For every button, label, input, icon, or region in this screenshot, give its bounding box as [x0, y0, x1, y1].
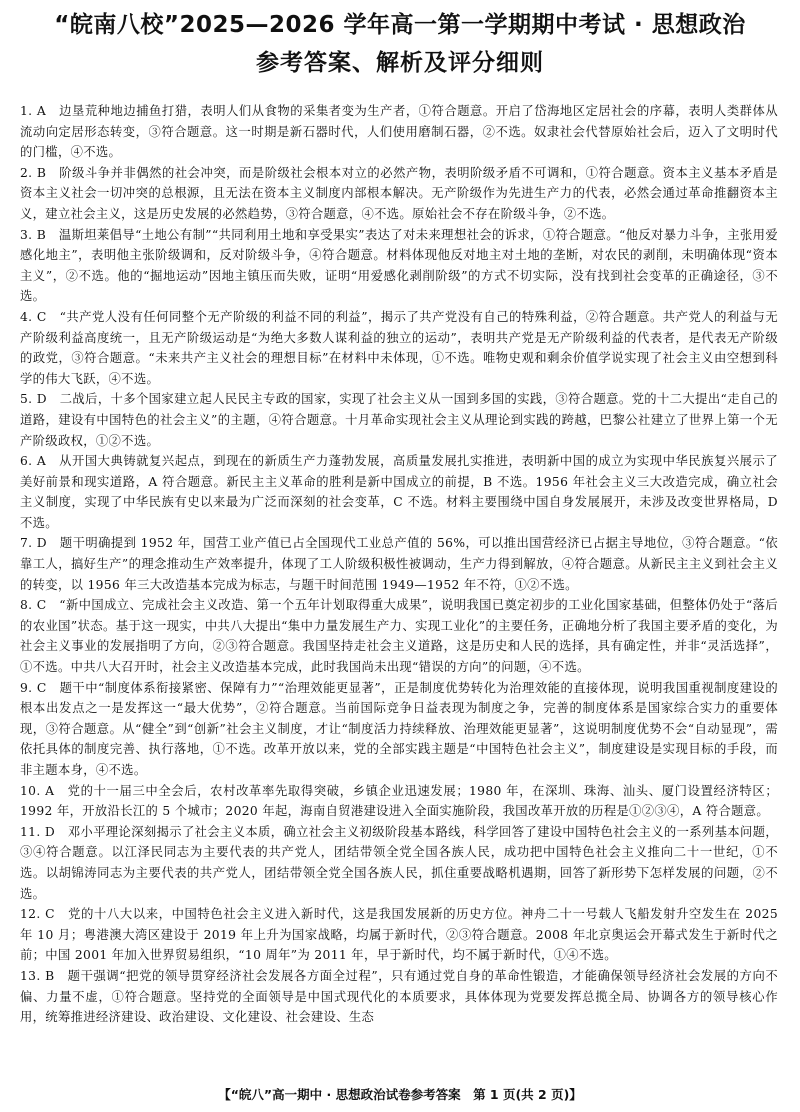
answer-item-11: 11. D 邓小平理论深刻揭示了社会主义本质，确立社会主义初级阶段基本路线，科学回答了建设中国特色社会主义的一系列基本问题，③④符合题意。以江泽民同志为主要代表的共产党人，团结带领全党全国各族人民，成功把中国特色社会主义推向二十一世纪，①不选。以胡锦涛同志为主要代表的共产党人，团结带领全党全国各族人民，抓住重要战略机遇期，回答了新形势下怎样发展的问题，②不选。 [20, 824, 778, 901]
answer-item-7: 7. D 题干明确提到 1952 年，国营工业产值已占全国现代工业总产值的 56%，可以推出国营经济已占据主导地位，③符合题意。“依靠工人，搞好生产”的理念推动生产效率提升，体现了工人阶级积极性被调动，生产力得到解放，④符合题意。从新民主主义到社会主义的转变，以 1956 年三大改造基本完成为标志，与题干时间范围 1949—1952 年不符，①②不选。 [20, 536, 778, 592]
answer-item-9: 9. C 题干中“制度体系衔接紧密、保障有力”“治理效能更显著”，正是制度优势转化为治理效能的直接体现，说明我国重视制度建设的根本出发点之一是发挥这一“最大优势”，②符合题意。当前国际竞争日益表现为制度之争，完善的制度体系是国家综合实力的重要体现，③符合题意。从“健全”到“创新”社会主义制度，才让“制度活力持续释放、治理效能更显著”，这说明制度优势不会“自动显现”，需依托具体的制度完善、执行落地，①不选。改革开放以来，党的全部实践主题是“中国特色社会主义”，制度建设是实现目标的手段，而非主题本身，④不选。 [20, 680, 778, 777]
answer-item-4: 4. C “共产党人没有任何同整个无产阶级的利益不同的利益”，揭示了共产党没有自己的特殊利益，②符合题意。共产党人的利益与无产阶级利益高度统一，且无产阶级运动是“为绝大多数人谋利益的独立的运动”，表明共产党是无产阶级利益的代表者，是代表无产阶级的政党，③符合题意。“未来共产主义社会的理想目标”在材料中未体现，①不选。唯物史观和剩余价值学说实现了社会主义由空想到科学的伟大飞跃，④不选。 [20, 309, 778, 386]
answer-item-10: 10. A 党的十一届三中全会后，农村改革率先取得突破，乡镇企业迅速发展；1980 年，在深圳、珠海、汕头、厦门设置经济特区；1992 年，开放沿长江的 5 个城市；2020 年起，海南自贸港建设进入全面实施阶段，我国改革开放的历程是①②③④，A 符合题意。 [20, 783, 778, 819]
page-subtitle: 参考答案、解析及评分细则 [256, 50, 544, 76]
answer-item-1: 1. A 边垦荒种地边捕鱼打猎，表明人们从食物的采集者变为生产者，①符合题意。开启了岱海地区定居社会的序幕，表明人类群体从流动向定居形态转变，③符合题意。这一时期是新石器时代，人们使用磨制石器，②不选。奴隶社会代替原始社会后，迈入了文明时代的门槛，④不选。 [20, 104, 778, 160]
page-footer: 【“皖八”高一期中 · 思想政治试卷参考答案 第 1 页(共 2 页)】 [218, 1087, 582, 1102]
answer-list [20, 101, 778, 1028]
answer-item-2: 2. B 阶级斗争并非偶然的社会冲突，而是阶级社会根本对立的必然产物，表明阶级矛盾不可调和，①符合题意。资本主义基本矛盾是资本主义社会一切冲突的总根源，且无法在资本主义制度内部根本解决。无产阶级作为先进生产力的代表，必然会通过革命推翻资本主义，建立社会主义，这是历史发展的必然趋势，③符合题意，④不选。原始社会不存在阶级斗争，②不选。 [20, 165, 778, 221]
answer-item-8: 8. C “新中国成立、完成社会主义改造、第一个五年计划取得重大成果”，说明我国已奠定初步的工业化国家基础，但整体仍处于“落后的农业国”状态。基于这一现实，中共八大提出“集中力量发展生产力、实现工业化”的主要任务，正确地分析了我国主要矛盾的变化，为社会主义事业的发展指明了方向，②③符合题意。我国坚持走社会主义道路，这是历史和人民的选择，具有确定性，并非“灵活选择”，①不选。中共八大召开时，社会主义改造基本完成，此时我国尚未出现“错误的方向”的问题，④不选。 [20, 598, 778, 675]
answer-item-3: 3. B 温斯坦莱倡导“土地公有制”“共同利用土地和享受果实”表达了对未来理想社会的诉求，①符合题意。“他反对暴力斗争，主张用爱感化地主”，表明他主张阶级调和，反对阶级斗争，④符合题意。材料体现他反对地主对土地的垄断，对农民的剥削，未明确体现“资本主义”，②不选。他的“掘地运动”因地主镇压而失败，证明“用爱感化剥削阶级”的方式不切实际，没有找到社会变革的正确途径，③不选。 [20, 227, 778, 304]
answer-item-5: 5. D 二战后，十多个国家建立起人民民主专政的国家，实现了社会主义从一国到多国的实践，③符合题意。党的十二大提出“走自己的道路，建设有中国特色的社会主义”的主题，④符合题意。十月革命实现社会主义从理论到实践的跨越，巴黎公社建立了世界上第一个无产阶级政权，①②不选。 [20, 392, 778, 448]
exam-title: “皖南八校”2025—2026 学年高一第一学期期中考试 · 思想政治 [54, 12, 746, 38]
answer-item-12: 12. C 党的十八大以来，中国特色社会主义进入新时代，这是我国发展新的历史方位。神舟二十一号载人飞船发射升空发生在 2025 年 10 月；粤港澳大湾区建设于 2019 年上升为国家战略，均属于新时代，②③符合题意。2008 年北京奥运会开幕式发生于新时代之前；中国 2001 年加入世界贸易组织，“10 周年”为 2011 年，早于新时代，均不属于新时代，①④不选。 [20, 907, 778, 963]
answer-item-13: 13. B 题干强调“把党的领导贯穿经济社会发展各方面全过程”，只有通过党自身的革命性锻造，才能确保领导经济社会发展的方向不偏、力量不虚，①符合题意。坚持党的全面领导是中国式现代化的本质要求，具体体现为党要发挥总揽全局、协调各方的领导核心作用，统筹推进经济建设、政治建设、文化建设、社会建设、生态 [20, 968, 778, 1025]
answer-item-6: 6. A 从开国大典铸就复兴起点，到现在的新质生产力蓬勃发展，高质量发展扎实推进，表明新中国的成立为实现中华民族复兴展示了美好前景和现实道路，A 符合题意。新民主主义革命的胜利是新中国成立的前提，B 不选。1956 年社会主义三大改造完成，确立社会主义制度，实现了中华民族有史以来最为广泛而深刻的社会变革，C 不选。材料主要围绕中国自身发展展开，未涉及改变世界格局，D 不选。 [20, 454, 778, 530]
